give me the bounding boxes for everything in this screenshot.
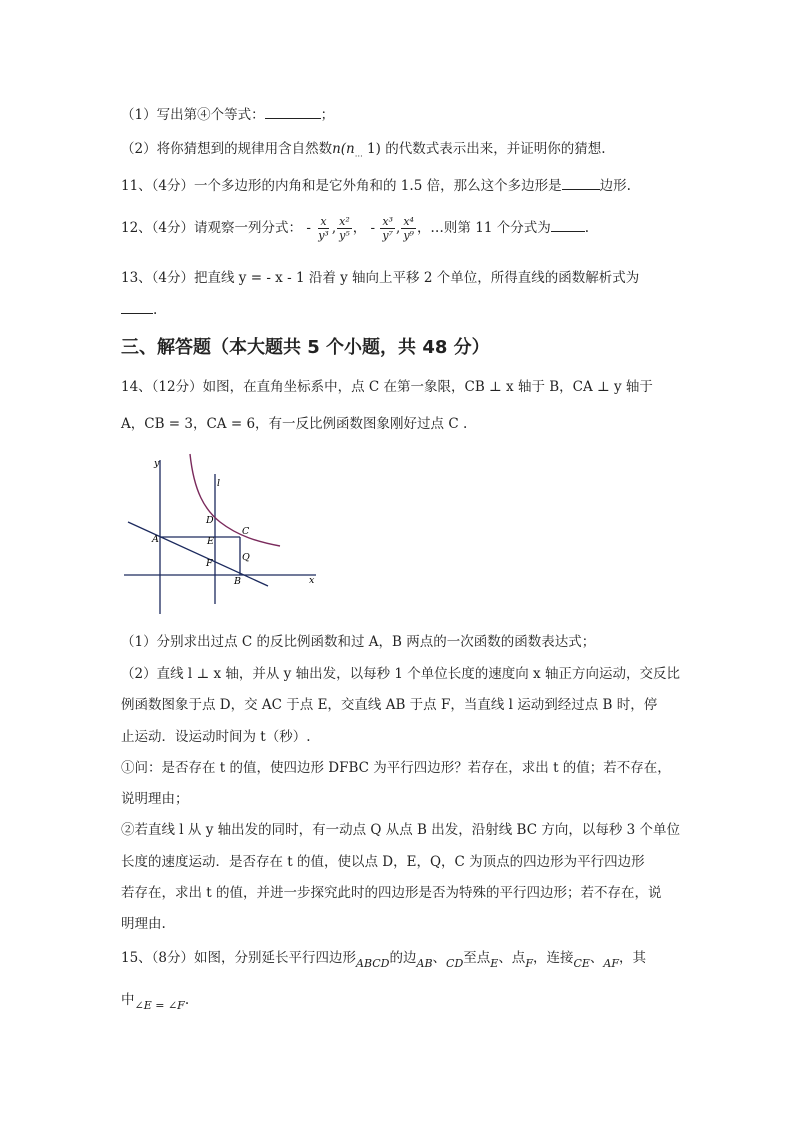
q10-part1-end: ； [320,107,335,123]
q13-text-a: 13、（4分）把直线 y = - x - 1 沿着 y 轴向上平移 2 个单位，所得直线的函数解析式为 [121,270,640,286]
q15-text-1: 15、（8分）如图，分别延长平行四边形 [121,950,357,966]
q15-f: F [525,957,533,970]
q12-minus-2: - [370,220,376,236]
answer-blank [551,217,585,232]
q12-text-c: . [584,220,589,236]
label-e: E [207,536,214,547]
label-a: A [152,534,159,545]
q14-sub2-line1: ②若直线 l 从 y 轴出发的同时，有一动点 Q 从点 B 出发，沿射线 BC 方向，以每秒 3 个单位 [121,822,681,838]
q14-sub1-line2: 说明理由； [121,791,189,807]
q12-text-b: ，…则第 11 个分式为 [416,220,551,236]
q15-text-7: 、 [589,950,604,966]
q15-e: E [490,957,499,970]
q10-part2-text-b: 的代数式表示出来，并证明你的猜想. [380,141,606,157]
q12-text-a: 12、（4分）请观察一列分式： [121,220,303,236]
q14-part2-line2: 例函数图象于点 D，交 AC 于点 E，交直线 AB 于点 F，当直线 l 运动到经过点 B 时，停 [121,697,658,713]
q15-text-3: 、 [432,950,447,966]
label-x: x [309,575,315,586]
q15-cd: CD [446,957,464,970]
fraction-2 [337,215,352,242]
fraction-3-den: y⁷ [382,229,394,242]
q14-sub1-line1: ①问：是否存在 t 的值，使四边形 DFBC 为平行四边形？若存在，求出 t 的值；若不存在， [121,760,671,776]
answer-blank [265,104,321,119]
q14-sub2-line2: 长度的速度运动．是否存在 t 的值，使以点 D，E，Q，C 为顶点的四边形为平行四边形 [121,854,645,870]
fraction-4 [401,215,416,242]
label-l: l [217,478,221,489]
q15-text-10: . [184,992,190,1008]
q14-part1: （1）分别求出过点 C 的反比例函数和过 A，B 两点的一次函数的函数表达式； [121,634,596,650]
q11-text-b: 边形. [599,178,631,194]
q15-text-9: 中 [121,992,135,1008]
q11-text-a: 11、（4分）一个多边形的内角和是它外角和的 1.5 倍，那么这个多边形是 [121,178,562,194]
q10-part2-var: n(n [332,141,355,157]
fraction-2-num: x² [339,215,350,228]
fraction-4-num: x⁴ [403,215,414,228]
q12-minus-1: - [306,220,311,236]
label-q: Q [242,552,250,563]
answer-blank [121,299,153,314]
q15-ce: CE [573,957,590,970]
q10-part2 [121,139,606,165]
q15-text-4: 至点 [463,950,491,966]
label-b: B [234,576,241,587]
q15-ab: AB [416,957,433,970]
q10-part2-one: 1) [362,141,381,157]
q15-af: AF [603,957,619,970]
question-15-line1 [121,948,646,974]
q15-text-2: 的边 [389,950,417,966]
inverse-curve [190,454,280,546]
q15-text-6: ，连接 [532,950,574,966]
q14-part2-line1: （2）直线 l ⊥ x 轴，并从 y 轴出发，以每秒 1 个单位长度的速度向 x 轴正方向运动，交反比 [121,666,680,682]
q14-sub2-line4: 明理由. [121,916,166,932]
q15-text-5: 、点 [498,950,526,966]
question-14-line1: 14、（12分）如图，在直角坐标系中，点 C 在第一象限，CB ⊥ x 轴于 B，CA ⊥ y 轴于 [121,379,653,395]
fraction-1-num: x [320,215,327,228]
label-f: F [206,558,213,569]
fraction-1 [316,215,331,242]
q15-text-8: ，其 [618,950,646,966]
q13-text-b: . [153,302,158,318]
fraction-3-num: x³ [382,215,394,228]
answer-blank [562,175,600,190]
section-heading: 三、解答题（本大题共 5 个小题，共 48 分） [121,337,490,358]
fraction-4-den: y⁹ [403,229,414,242]
fraction-1-den: y³ [318,229,329,242]
q10-part1 [121,104,334,125]
q10-part1-text: （1）写出第④个等式： [121,107,265,123]
question-11 [121,175,631,196]
q10-part2-dot: … [354,149,363,159]
coordinate-figure [120,452,320,620]
label-y: y [154,458,160,469]
question-13-line2 [121,299,157,320]
fraction-3 [380,215,395,242]
label-c: C [242,526,250,537]
q14-part2-line3: 止运动．设运动时间为 t（秒）. [121,729,311,745]
q15-abcd: ABCD [356,957,390,970]
question-15-line2 [121,990,189,1016]
q14-sub2-line3: 若存在，求出 t 的值，并进一步探究此时的四边形是否为特殊的平行四边形；若不存在，说 [121,885,662,901]
label-d: D [206,515,214,526]
fraction-2-den: y⁵ [339,229,350,242]
question-13 [121,268,639,288]
q10-part2-text-a: （2）将你猜想到的规律用含自然数 [121,141,333,157]
question-14-line2: A，CB = 3，CA = 6，有一反比例函数图象刚好过点 C . [121,416,468,432]
q15-angle-eq: ∠E = ∠F [134,999,185,1012]
question-12: 12、（4分）请观察一列分式： - $\frac{x}{\text{y³}}$ , $\frac{\text{x²}}{\text{y⁵}}$ ， - $\frac{\text{x³}}{\text{y⁷}}$ , $\frac{\text{x⁴}}{\text{y⁹}}$ ，…则第 11 个分式为 . [121,215,589,242]
